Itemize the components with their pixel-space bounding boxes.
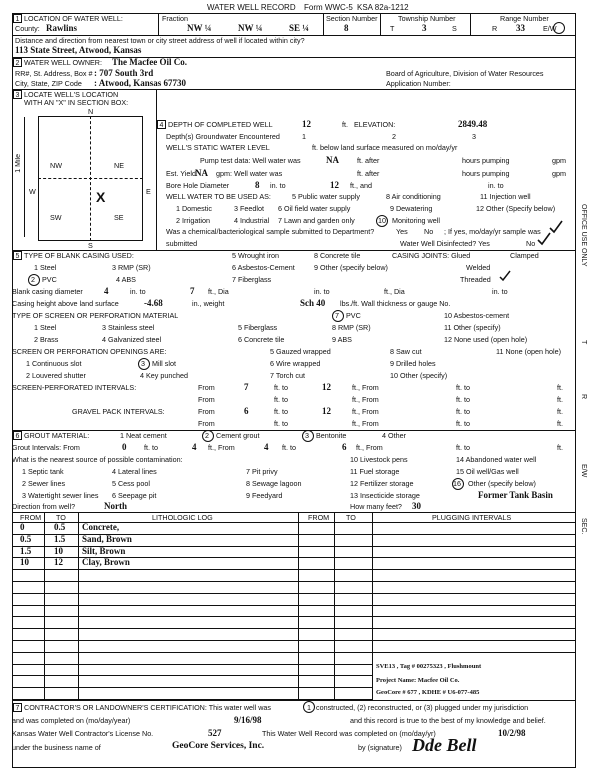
openings-circled-number: 3: [141, 359, 145, 368]
plug-to-header: TO: [346, 513, 356, 522]
rr-label: RR#, St. Address, Box #: [15, 69, 93, 78]
gravel-from-2: From: [198, 419, 215, 428]
table-row-line: [12, 569, 576, 570]
gw-2: 2: [392, 132, 396, 141]
pump-gpm: gpm: [552, 156, 566, 165]
lithologic-header: LITHOLOGIC LOG: [152, 513, 213, 522]
openings-option: 7 Torch cut: [270, 371, 306, 380]
table-row-line: [12, 675, 372, 676]
submitted-label: submitted: [166, 239, 198, 248]
section-number: 5: [13, 251, 22, 260]
address-value: 113 State Street, Atwood, Kansas: [15, 45, 142, 55]
nw-quadrant: NW: [50, 161, 62, 170]
grout-intervals-label: Grout Intervals: From: [12, 443, 80, 452]
use-option: 6 Oil field water supply: [278, 204, 351, 213]
gravel-ft-from-b: ft., From: [352, 419, 379, 428]
certification-text: constructed, (2) reconstructed, or (3) plugged under my jurisdiction: [316, 703, 529, 712]
blank-in-to: in. to: [130, 287, 146, 296]
grout-circled-number: 3: [305, 431, 309, 440]
casing-height-label: Casing height above land surface: [12, 299, 119, 308]
table-row-line: [12, 664, 372, 665]
business-value: GeoCore Services, Inc.: [172, 741, 265, 751]
screen-circled-number: 7: [335, 311, 339, 320]
gravel-label: GRAVEL PACK INTERVALS:: [72, 407, 165, 416]
contamination-option: 1 Septic tank: [22, 467, 64, 476]
log-desc-cell: Sand, Brown: [82, 533, 132, 544]
screen-option: 4 Galvanized steel: [102, 335, 162, 344]
gw-1: 1: [302, 132, 306, 141]
table-row-line: [12, 687, 372, 688]
yield-after: ft. after: [357, 169, 380, 178]
grout-to-value: 4: [192, 442, 197, 452]
grout-cement: Cement grout: [216, 431, 260, 440]
gravel-from: From: [198, 407, 215, 416]
grout-from-value-2: 4: [264, 442, 269, 452]
use-option: 4 Industrial: [234, 216, 270, 225]
screen-option: 10 Asbestos-cement: [444, 311, 510, 320]
pump-after: ft. after: [357, 156, 380, 165]
log-from-cell: 10: [20, 557, 29, 568]
township-label: Township Number: [398, 14, 456, 23]
use-option: 11 Injection well: [480, 192, 531, 201]
grout-ft-end: ft.: [557, 443, 563, 452]
contamination-option: 3 Watertight sewer lines: [22, 491, 99, 500]
township-value: 3: [422, 23, 427, 33]
gravel-ft-to: ft. to: [274, 407, 288, 416]
certification-label: CONTRACTOR'S OR LANDOWNER'S CERTIFICATION: This water well was: [24, 703, 272, 712]
static-level-label: WELL'S STATIC WATER LEVEL: [166, 143, 270, 152]
log-to-cell: 1.5: [54, 533, 66, 544]
geocore-note: GeoCore # 677 , KDHE # U6-077-485: [376, 689, 480, 696]
s3-label-2: WITH AN "X" IN SECTION BOX:: [24, 98, 129, 107]
casing-option: 1 Steel: [34, 263, 57, 272]
signature-label: by (signature): [358, 743, 402, 752]
grout-option: 4 Other: [382, 431, 406, 440]
openings-option: 11 None (open hole): [496, 347, 561, 356]
office-use-only: OFFICE USE ONLY: [580, 204, 587, 267]
license-value: 527: [208, 728, 222, 738]
rr-value: : 707 South 3rd: [94, 68, 154, 78]
s2-label: WATER WELL OWNER:: [24, 58, 102, 67]
certification-circled-number: 1: [307, 703, 311, 712]
screen-option: 5 Fiberglass: [238, 323, 278, 332]
casing-option: 9 Other (specify below): [314, 263, 388, 272]
app-number-label: Application Number:: [386, 79, 451, 88]
contamination-circled-number: 16: [453, 479, 461, 488]
log-from-cell: 0: [20, 522, 25, 532]
use-option: 8 Air conditioning: [386, 192, 441, 201]
range-value: 33: [516, 23, 525, 33]
location-mark: X: [96, 189, 106, 205]
yield-gpm: gpm: Well water was: [216, 169, 283, 178]
gw-3: 3: [472, 132, 476, 141]
section-number: 1: [13, 14, 22, 23]
gravel-from-value: 6: [244, 406, 249, 416]
clamped-label: Clamped: [510, 251, 539, 260]
grout-bentonite: Bentonite: [316, 431, 347, 440]
use-option: 7 Lawn and garden only: [278, 216, 355, 225]
project-name-note: Project Name: Macfee Oil Co.: [376, 677, 460, 684]
static-level-text: ft. below land surface measured on mo/day/yr: [312, 143, 458, 152]
t-suffix: S: [452, 24, 457, 33]
blank-in-to-3: in. to: [492, 287, 508, 296]
casing-option: 7 Fiberglass: [232, 275, 272, 284]
contamination-option: 11 Fuel storage: [350, 467, 400, 476]
perf-ft-end: ft.: [557, 383, 563, 392]
west-label: W: [29, 187, 36, 196]
perf-to-value: 12: [322, 382, 331, 392]
distance-feet-value: 30: [412, 501, 421, 511]
screen-option: 11 Other (specify): [444, 323, 501, 332]
south-label: S: [88, 241, 93, 250]
chem-yes: Yes: [396, 227, 408, 236]
section-number: 4: [157, 120, 166, 129]
owner-value: The Macfee Oil Co.: [112, 57, 187, 67]
grout-to-value-2: 6: [342, 442, 347, 452]
table-row-line: [12, 628, 576, 629]
s1-label: LOCATION OF WATER WELL:: [24, 14, 123, 23]
perf-ft-to-2b: ft. to: [456, 395, 470, 404]
use-option-selected: Monitoring well: [392, 216, 440, 225]
checkmark-icon: [536, 232, 552, 246]
sw-quadrant: SW: [50, 213, 62, 222]
section-number: 2: [13, 58, 22, 67]
openings-option: 4 Key punched: [140, 371, 188, 380]
depth-label: DEPTH OF COMPLETED WELL: [168, 120, 273, 129]
blank-diameter-value: 4: [104, 286, 109, 296]
fraction-3: SE ¼: [289, 23, 310, 33]
blank-in-to-2: in. to: [314, 287, 330, 296]
well-tag-note: SVE13 , Tag # 00275323 , Flushmount: [376, 663, 482, 670]
gravel-ft-to-2b: ft. to: [456, 419, 470, 428]
screen-option: 6 Concrete tile: [238, 335, 285, 344]
grout-label: GROUT MATERIAL:: [24, 431, 90, 440]
contamination-label: What is the nearest source of possible contamination:: [12, 455, 183, 464]
log-from-header: FROM: [20, 513, 42, 522]
log-to-header: TO: [56, 513, 66, 522]
screen-option: 1 Steel: [34, 323, 57, 332]
contamination-option: 13 Insecticide storage: [350, 491, 420, 500]
perf-from: From: [198, 383, 215, 392]
casing-option: 3 RMP (SR): [112, 263, 151, 272]
sidebar-t: T: [580, 340, 587, 345]
grout-from-value: 0: [122, 442, 127, 452]
license-label: Kansas Water Well Contractor's License No.: [12, 729, 154, 738]
log-desc-cell: Silt, Brown: [82, 545, 126, 556]
blank-diameter-label: Blank casing diameter: [12, 287, 83, 296]
perf-intervals-label: SCREEN-PERFORATED INTERVALS:: [12, 383, 137, 392]
yield-value: NA: [195, 168, 208, 178]
grout-ft-to: ft. to: [144, 443, 158, 452]
east-label: E: [146, 187, 151, 196]
contamination-option: 7 Pit privy: [246, 467, 278, 476]
perf-from-value: 7: [244, 382, 249, 392]
chem-label: Was a chemical/bacteriological sample submitted to Department?: [166, 227, 375, 236]
ne-quadrant: NE: [114, 161, 124, 170]
sidebar-ew: E/W: [580, 464, 587, 478]
contamination-other-value: Former Tank Basin: [478, 490, 553, 500]
bore-in-to-2: in. to: [488, 181, 504, 190]
casing-option: 5 Wrought iron: [232, 251, 280, 260]
table-row-line: [12, 616, 576, 617]
casing-option: 8 Concrete tile: [314, 251, 361, 260]
distance-label: Distance and direction from nearest town or city street address of well if located within city?: [15, 36, 305, 45]
openings-option: 9 Drilled holes: [390, 359, 436, 368]
welded-label: Welded: [466, 263, 491, 272]
gravel-to-value: 12: [322, 406, 331, 416]
completed-value: 9/16/98: [234, 715, 262, 725]
log-from-cell: 1.5: [20, 545, 32, 556]
section-number: 3: [13, 90, 22, 99]
table-row-line: [12, 593, 576, 594]
elevation-label: ELEVATION:: [354, 120, 396, 129]
contamination-option: 14 Abandoned water well: [456, 455, 537, 464]
grout-ft-to-2: ft. to: [282, 443, 296, 452]
threaded-label: Threaded: [460, 275, 491, 284]
county-label: County:: [15, 24, 40, 33]
yield-hours: hours pumping: [462, 169, 510, 178]
se-quadrant: SE: [114, 213, 124, 222]
r-prefix: R: [492, 24, 498, 33]
gravel-ft-end-b: ft.: [557, 419, 563, 428]
openings-option: 6 Wire wrapped: [270, 359, 321, 368]
checkmark-icon: [498, 270, 512, 282]
use-option: 9 Dewatering: [390, 204, 433, 213]
openings-label: SCREEN OR PERFORATION OPENINGS ARE:: [12, 347, 167, 356]
openings-option: 10 Other (specify): [390, 371, 448, 380]
direction-label: Direction from well?: [12, 502, 76, 511]
plugging-header: PLUGGING INTERVALS: [432, 513, 512, 522]
contamination-option-selected: Other (specify below): [468, 479, 536, 488]
grout-option: 1 Neat cement: [120, 431, 167, 440]
openings-option: 5 Gauzed wrapped: [270, 347, 331, 356]
gravel-ft-to-2: ft. to: [456, 407, 470, 416]
city-value: : Atwood, Kansas 67730: [94, 78, 187, 88]
record-completed-value: 10/2/98: [498, 728, 526, 738]
casing-weight-value: Sch 40: [300, 298, 326, 308]
bore-label: Bore Hole Diameter: [166, 181, 230, 190]
casing-label: TYPE OF BLANK CASING USED:: [24, 251, 134, 260]
record-completed-label: This Water Well Record was completed on (mo/day/yr): [262, 729, 436, 738]
bore-to-value: 12: [330, 180, 339, 190]
bore-in-to: in. to: [270, 181, 286, 190]
blank-to-value: 7: [190, 286, 195, 296]
wall-thickness-label: lbs./ft. Wall thickness or gauge No.: [340, 299, 451, 308]
openings-mill-slot: Mill slot: [152, 359, 176, 368]
joints-label: CASING JOINTS: Glued: [392, 251, 471, 260]
form-ksa: KSA 82a-1212: [357, 3, 409, 12]
perf-ft-to: ft. to: [274, 383, 288, 392]
screen-option: 9 ABS: [332, 335, 352, 344]
perf-ft-end-b: ft.: [557, 395, 563, 404]
log-desc-cell: Clay, Brown: [82, 557, 130, 568]
use-option: 3 Feedlot: [234, 204, 264, 213]
screen-option: 3 Stainless steel: [102, 323, 155, 332]
groundwater-label: Depth(s) Groundwater Encountered: [166, 132, 280, 141]
contamination-option: 9 Feedyard: [246, 491, 283, 500]
perf-ft-from-b: ft., From: [352, 395, 379, 404]
use-circled-number: 10: [378, 216, 386, 225]
pump-test-value: NA: [326, 155, 339, 165]
fraction-2: NW ¼: [238, 23, 263, 33]
log-desc-cell: Concrete,: [82, 522, 120, 532]
contamination-option: 6 Seepage pit: [112, 491, 157, 500]
true-record-text: and this record is true to the best of my knowledge and belief.: [350, 716, 546, 725]
section-label: Section Number: [326, 14, 378, 23]
contamination-option: 15 Oil well/Gas well: [456, 467, 519, 476]
direction-value: North: [104, 501, 127, 511]
perf-ft-from: ft., From: [352, 383, 379, 392]
contamination-option: 5 Cess pool: [112, 479, 150, 488]
elevation-value: 2849.48: [458, 119, 488, 129]
plug-from-header: FROM: [308, 513, 330, 522]
gravel-ft-to-b: ft. to: [274, 419, 288, 428]
table-row-line: [12, 640, 576, 641]
disinfected-label: Water Well Disinfected? Yes: [400, 239, 490, 248]
use-option: 2 Irrigation: [176, 216, 210, 225]
business-label: under the business name of: [12, 743, 101, 752]
casing-option: 6 Asbestos-Cement: [232, 263, 295, 272]
section-number: 7: [13, 703, 22, 712]
distance-feet-label: How many feet?: [350, 502, 402, 511]
casing-height-value: -4.68: [144, 298, 163, 308]
perf-ft-to-2: ft. to: [456, 383, 470, 392]
use-label: WELL WATER TO BE USED AS:: [166, 192, 271, 201]
casing-pvc: PVC: [42, 275, 57, 284]
blank-ft-dia-2: ft., Dia: [384, 287, 405, 296]
grout-ft-to-3: ft. to: [456, 443, 470, 452]
casing-option: 4 ABS: [116, 275, 136, 284]
pump-test-label: Pump test data: Well water was: [200, 156, 301, 165]
t-prefix: T: [390, 24, 395, 33]
fraction-label: Fraction: [162, 14, 188, 23]
range-dir: E/W: [543, 24, 557, 33]
gravel-ft-end: ft.: [557, 407, 563, 416]
bore-value: 8: [255, 180, 260, 190]
table-row-line: [12, 605, 576, 606]
casing-weight-label: in., weight: [192, 299, 225, 308]
sidebar-r: R: [580, 394, 587, 400]
contamination-option: 4 Lateral lines: [112, 467, 157, 476]
openings-option: 1 Continuous slot: [26, 359, 82, 368]
gravel-ft-from: ft., From: [352, 407, 379, 416]
screen-option: 2 Brass: [34, 335, 59, 344]
bore-ft-and: ft., and: [350, 181, 372, 190]
openings-option: 2 Louvered shutter: [26, 371, 86, 380]
contamination-option: 10 Livestock pens: [350, 455, 408, 464]
table-row-line: [12, 652, 576, 653]
log-to-cell: 10: [54, 545, 63, 556]
form-title: WATER WELL RECORD: [207, 3, 296, 12]
sidebar-sec: SEC.: [580, 518, 587, 535]
screen-option: 12 None used (open hole): [444, 335, 528, 344]
contamination-option: 2 Sewer lines: [22, 479, 66, 488]
signature: Dde Bell: [412, 735, 477, 755]
city-label: City, State, ZIP Code: [15, 79, 82, 88]
perf-from-2: From: [198, 395, 215, 404]
grout-ft-from-2: ft., From: [356, 443, 383, 452]
range-dir-circle: [553, 22, 565, 34]
log-from-cell: 0.5: [20, 533, 32, 544]
yield-label: Est. Yield: [166, 169, 196, 178]
blank-ft-dia: ft., Dia: [208, 287, 229, 296]
disinfected-no: No: [526, 239, 536, 248]
pump-hours: hours pumping: [462, 156, 510, 165]
board-label: Board of Agriculture, Division of Water Resources: [386, 69, 544, 78]
range-label: Range Number: [500, 14, 549, 23]
s3-label-1: LOCATE WELL'S LOCATION: [24, 90, 119, 99]
screen-pvc: PVC: [346, 311, 361, 320]
log-to-cell: 12: [54, 557, 63, 568]
openings-option: 8 Saw cut: [390, 347, 422, 356]
perf-ft-to-b: ft. to: [274, 395, 288, 404]
yield-gpm-unit: gpm: [552, 169, 566, 178]
use-option: 12 Other (Specify below): [476, 204, 556, 213]
chem-no: No: [424, 227, 434, 236]
county-value: Rawlins: [46, 23, 78, 33]
screen-option: 8 RMP (SR): [332, 323, 371, 332]
contamination-option: 8 Sewage lagoon: [246, 479, 302, 488]
mile-label: 1 Mile: [15, 154, 22, 173]
screen-label: TYPE OF SCREEN OR PERFORATION MATERIAL: [12, 311, 179, 320]
section-value: 8: [344, 23, 349, 33]
water-well-record-form: [12, 4, 588, 770]
table-row-line: [12, 581, 576, 582]
depth-unit: ft.: [342, 120, 348, 129]
chem-rest: ; If yes, mo/day/yr sample was: [444, 227, 541, 236]
use-option: 5 Public water supply: [292, 192, 360, 201]
depth-value: 12: [302, 119, 311, 129]
grout-ft-from: ft., From: [208, 443, 235, 452]
form-number: Form WWC-5: [304, 3, 353, 12]
grout-circled-number: 2: [205, 431, 209, 440]
casing-circled-number: 2: [31, 275, 35, 284]
log-to-cell: 0.5: [54, 522, 66, 532]
use-option: 1 Domestic: [176, 204, 212, 213]
section-number: 6: [13, 431, 22, 440]
contamination-option: 12 Fertilizer storage: [350, 479, 414, 488]
completed-label: and was completed on (mo/day/year): [12, 716, 131, 725]
fraction-1: NW ¼: [187, 23, 212, 33]
checkmark-icon: [548, 220, 564, 234]
north-label: N: [88, 107, 94, 116]
